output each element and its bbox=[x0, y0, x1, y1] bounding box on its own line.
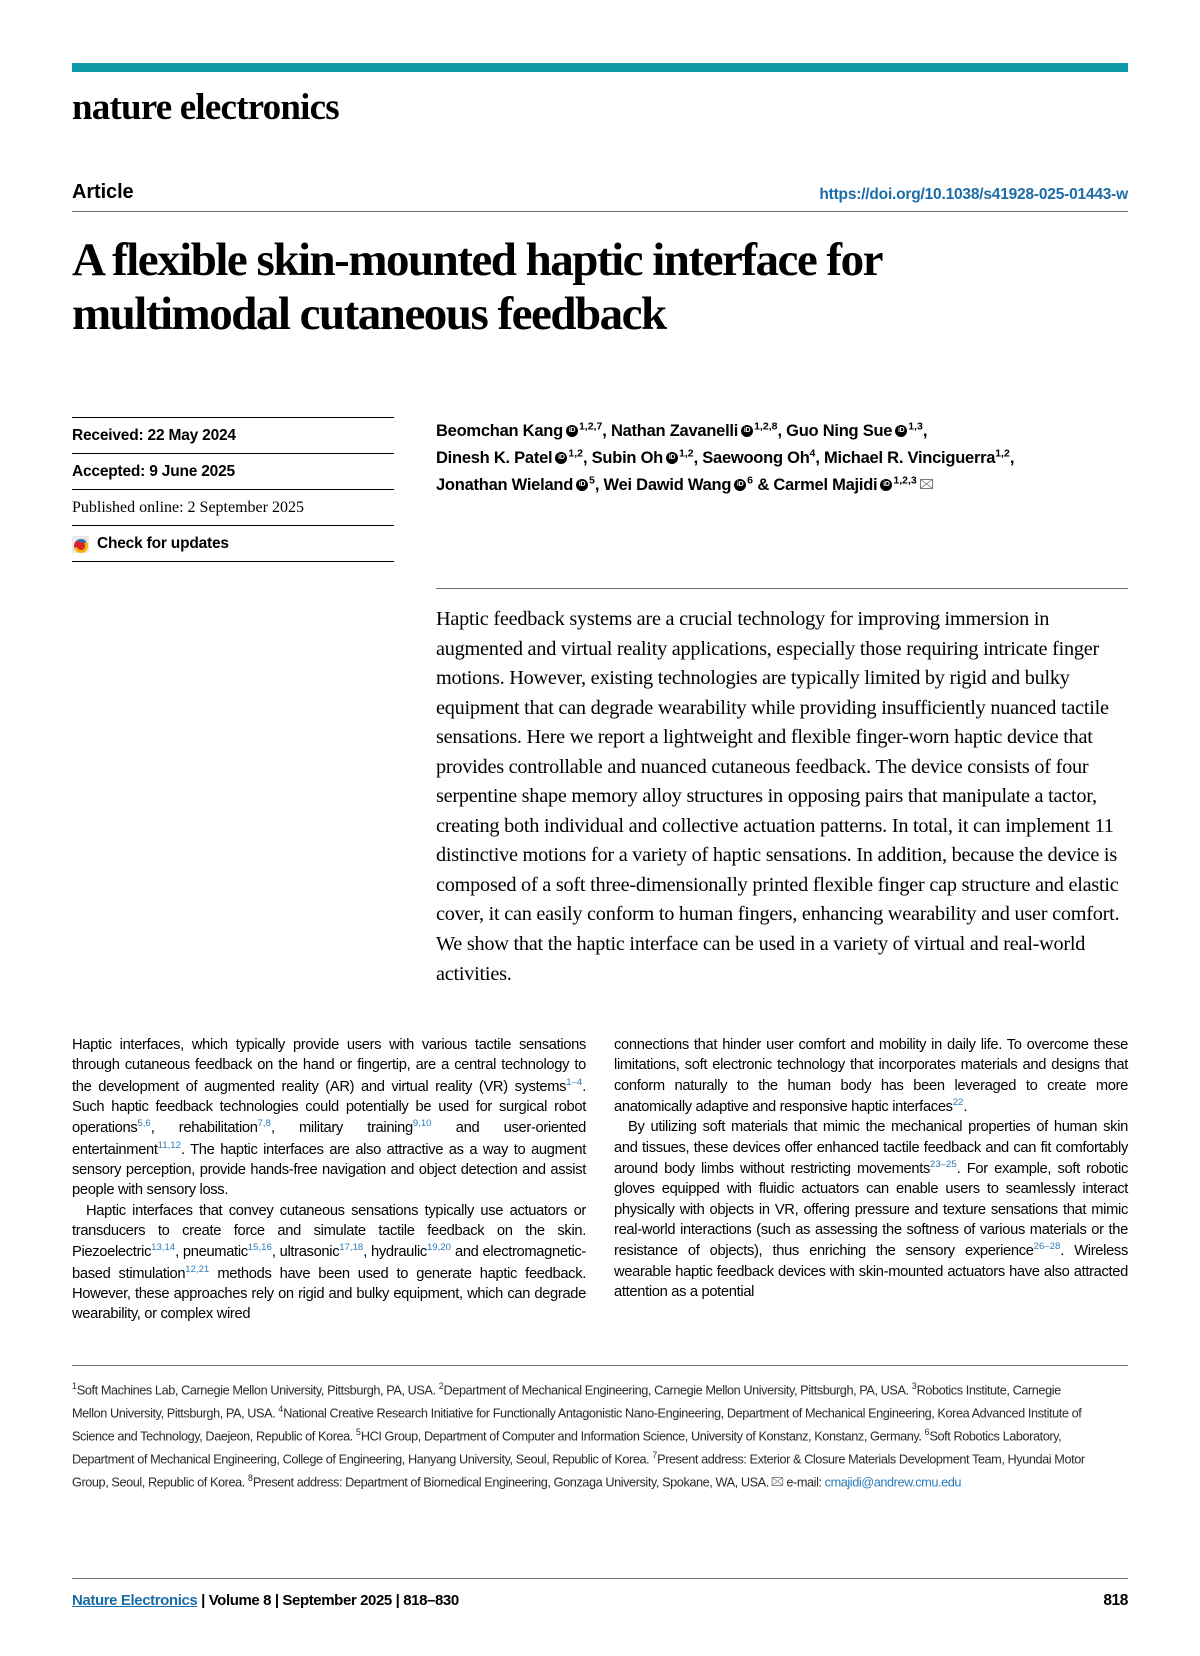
affiliation-marker: 2 bbox=[438, 1380, 444, 1391]
text-run: and electromagnetic-based stimulation bbox=[72, 1244, 586, 1282]
check-for-updates[interactable] bbox=[72, 525, 394, 562]
affiliations-section bbox=[72, 1365, 1128, 1494]
author-list bbox=[436, 417, 1128, 562]
text-run: Haptic interfaces that convey cutaneous sensations typically use actuators or transducers to create force and simulate tactile feedback on the skin. Piezoelectric bbox=[72, 1202, 586, 1261]
text-run: . For example, soft robotic gloves equipped with fluidic actuators can enable users to seamlessly interact physically with objects in VR, offering pressure and texture sensations that mimic real-world interactions (such as assessing the softness of various materials or the resistance of objects), thus enriching the sensory experience bbox=[614, 1161, 1128, 1260]
accepted-date: Accepted: 9 June 2025 bbox=[72, 453, 394, 489]
affiliation-marker: 1 bbox=[72, 1380, 77, 1391]
author-name: , Michael R. Vinciguerra bbox=[815, 448, 996, 467]
footer-citation-text: | Volume 8 | September 2025 | 818–830 bbox=[197, 1592, 459, 1609]
check-for-updates-label: Check for updates bbox=[97, 535, 229, 553]
orcid-icon[interactable] bbox=[566, 425, 578, 437]
body-columns bbox=[72, 1035, 1128, 1324]
affiliation-marker: 5 bbox=[355, 1426, 361, 1437]
text-run: Department of Mechanical Engineering, Carnegie Mellon University, Pittsburgh, PA, USA. bbox=[443, 1381, 912, 1397]
citation-ref[interactable]: 17,18 bbox=[339, 1242, 364, 1254]
orcid-icon[interactable] bbox=[555, 452, 567, 464]
text-run: , hydraulic bbox=[363, 1244, 427, 1261]
text-run: . The haptic interfaces are also attractive as a way to augment sensory perception, provide hands-free navigation and object detection and assist people with sensory loss. bbox=[72, 1141, 586, 1199]
affiliation-marker: 5 bbox=[589, 474, 595, 487]
publication-dates-panel bbox=[72, 417, 394, 562]
author-name: , Wei Dawid Wang bbox=[594, 475, 732, 494]
author-line-2: Dinesh K. Patel iD $^{1,2}$, Subin Oh iD $^{1,2}$, Saewoong Oh$^4$, Michael R. Vinciguerra$^{1,2}$, bbox=[436, 445, 1128, 472]
citation-ref[interactable]: 15,16 bbox=[247, 1242, 272, 1254]
author-line-1: Beomchan Kang iD $^{1,2,7}$, Nathan Zavanelli iD $^{1,2,8}$, Guo Ning Sue iD $^{1,3}$, bbox=[436, 418, 1128, 445]
text-run: . bbox=[963, 1099, 968, 1116]
abstract-section bbox=[436, 588, 1128, 989]
text-run: Soft Machines Lab, Carnegie Mellon University, Pittsburgh, PA, USA. bbox=[76, 1381, 439, 1397]
text-run: , pneumatic bbox=[175, 1244, 248, 1261]
citation-ref[interactable]: 26–28 bbox=[1033, 1241, 1061, 1253]
affiliation-marker: 1,2,3 bbox=[893, 474, 917, 487]
email-envelope-icon bbox=[772, 1477, 784, 1486]
affiliation-marker: 1,2 bbox=[678, 447, 694, 460]
author-line-3 bbox=[436, 472, 1128, 499]
page-title: A flexible skin-mounted haptic interface for multimodal cutaneous feedback bbox=[72, 234, 882, 340]
author-name: Jonathan Wieland bbox=[436, 475, 574, 494]
affiliation-marker: 1,2 bbox=[995, 447, 1010, 460]
affiliations-text bbox=[72, 1379, 1091, 1494]
citation-ref[interactable]: 13,14 bbox=[151, 1242, 176, 1254]
citation-ref[interactable]: 19,20 bbox=[426, 1242, 451, 1254]
citation-ref[interactable]: 1–4 bbox=[566, 1076, 583, 1088]
journal-masthead: nature electronics bbox=[72, 87, 339, 128]
orcid-icon[interactable] bbox=[576, 479, 588, 491]
orcid-icon[interactable] bbox=[880, 479, 892, 491]
orcid-icon[interactable] bbox=[741, 425, 753, 437]
corresponding-author-envelope-icon[interactable] bbox=[920, 479, 933, 489]
text-run: Present address: Department of Biomedical Engineering, Gonzaga University, Spokane, WA, USA. bbox=[252, 1474, 772, 1490]
text-run: National Creative Research Initiative for Functionally Antagonistic Nano-Engineering, Department of Mechanical Engineering, Korea Advanced Institute of Science and Technology, Daejeon, Republic of Korea. bbox=[72, 1405, 1082, 1444]
article-header-row bbox=[72, 181, 1128, 212]
author-name: Beomchan Kang bbox=[436, 422, 563, 441]
text-run: connections that hinder user comfort and mobility in daily life. To overcome these limitations, soft electronic technology that incorporates materials and designs that conform naturally to the human body has been leveraged to create more anatomically adaptive and responsive haptic interfaces bbox=[614, 1037, 1128, 1116]
affiliation-marker: 1,3 bbox=[908, 420, 923, 433]
brand-accent-bar bbox=[72, 63, 1128, 72]
corresponding-email-link[interactable]: cmajidi@andrew.cmu.edu bbox=[824, 1474, 962, 1490]
text-run: , ultrasonic bbox=[271, 1244, 340, 1261]
orcid-icon[interactable] bbox=[666, 452, 678, 464]
author-name: , Nathan Zavanelli bbox=[602, 422, 739, 441]
text-run: and user-oriented entertainment bbox=[72, 1120, 587, 1158]
citation-ref[interactable]: 11,12 bbox=[157, 1139, 181, 1151]
published-online-date: Published online: 2 September 2025 bbox=[72, 489, 394, 525]
affiliation-marker: 4 bbox=[278, 1403, 284, 1414]
text-run: Soft Robotics Laboratory, Department of Mechanical Engineering, College of Engineering, Hanyang University, Seoul, Republic of Korea. bbox=[72, 1428, 1062, 1467]
paragraph bbox=[614, 1035, 1128, 1117]
footer-citation bbox=[72, 1592, 459, 1609]
orcid-icon[interactable] bbox=[734, 479, 746, 491]
text-run: Robotics Institute, Carnegie Mellon University, Pittsburgh, PA, USA. bbox=[72, 1381, 1061, 1421]
page-number: 818 bbox=[1103, 1592, 1128, 1609]
paragraph bbox=[72, 1201, 586, 1325]
text-run: , rehabilitation bbox=[150, 1120, 258, 1137]
affiliation-marker: 1,2,7 bbox=[578, 420, 603, 433]
affiliation-marker: 3 bbox=[911, 1380, 917, 1391]
text-run: methods have been used to generate haptic feedback. However, these approaches rely on rigid and bulky equipment, which can degrade wearability, or complex wired bbox=[72, 1265, 586, 1323]
abstract-text: Haptic feedback systems are a crucial technology for improving immersion in augmented and virtual reality applications, especially those requiring intricate finger motions. However, existing technologies are typically limited by rigid and bulky equipment that can degrade wearability while providing insufficiently nuanced tactile sensations. Here we report a lightweight and flexible finger-worn haptic device that provides controllable and nuanced cutaneous feedback. The device consists of four serpentine shape memory alloy structures in opposing pairs that manipulate a tactor, creating both individual and collective actuation patterns. In total, it can implement 11 distinctive motions for a variety of haptic sensations. In addition, because the device is composed of a soft three-dimensionally printed flexible finger cap structure and elastic cover, it can easily conform to human fingers, enhancing wearability and user comfort. We show that the haptic interface can be used in a variety of virtual and real-world activities. bbox=[436, 588, 1128, 989]
body-column-left bbox=[72, 1035, 586, 1324]
text-run: . Wireless wearable haptic feedback devices with skin-mounted actuators have also attracted attention as a potential bbox=[614, 1243, 1128, 1301]
email-label: e-mail: bbox=[786, 1474, 825, 1490]
text-run: By utilizing soft materials that mimic the mechanical properties of human skin and tissues, these devices offer enhanced tactile feedback and can fit comfortably around body limbs without restricting movements bbox=[614, 1119, 1128, 1177]
citation-ref[interactable]: 23–25 bbox=[930, 1159, 957, 1171]
doi-link[interactable]: https://doi.org/10.1038/s41928-025-01443-w bbox=[819, 186, 1128, 203]
journal-name-link[interactable]: Nature Electronics bbox=[72, 1592, 198, 1609]
citation-ref[interactable]: 5,6 bbox=[137, 1118, 151, 1130]
citation-ref[interactable]: 22 bbox=[952, 1097, 964, 1109]
author-name: , Subin Oh bbox=[582, 448, 663, 467]
affiliation-marker: 8 bbox=[247, 1472, 253, 1483]
orcid-icon[interactable] bbox=[895, 425, 907, 437]
citation-ref[interactable]: 9,10 bbox=[412, 1118, 432, 1130]
affiliation-marker: 4 bbox=[809, 447, 816, 460]
author-name: , Saewoong Oh bbox=[693, 448, 810, 467]
text-run: Present address: Exterior & Closure Materials Development Team, Hyundai Motor Group, Seoul, Republic of Korea. bbox=[72, 1451, 1085, 1490]
article-page bbox=[0, 63, 1200, 1656]
text-run: . Such haptic feedback technologies could potentially be used for surgical robot operations bbox=[72, 1078, 586, 1137]
author-name: Dinesh K. Patel bbox=[436, 448, 553, 467]
text-run: HCI Group, Department of Computer and Information Science, University of Konstanz, Konstanz, Germany. bbox=[360, 1428, 925, 1444]
author-name: , Guo Ning Sue bbox=[777, 422, 893, 441]
meta-and-authors-row bbox=[72, 417, 1128, 562]
text-run: , military training bbox=[270, 1120, 413, 1137]
affiliation-marker: 6 bbox=[924, 1426, 930, 1437]
body-column-right bbox=[614, 1035, 1128, 1324]
paragraph bbox=[614, 1117, 1128, 1302]
affiliation-marker: 7 bbox=[652, 1449, 658, 1460]
crossmark-icon bbox=[72, 536, 89, 553]
affiliation-marker: 1,2,8 bbox=[754, 420, 778, 433]
received-date: Received: 22 May 2024 bbox=[72, 417, 394, 453]
paragraph bbox=[72, 1035, 586, 1201]
citation-ref[interactable]: 12,21 bbox=[185, 1263, 210, 1275]
text-run: Haptic interfaces, which typically provide users with various tactile sensations through cutaneous feedback on the hand or fingertip, are a central technology to the development of augmented reality (AR) and virtual reality (VR) systems bbox=[72, 1037, 586, 1095]
affiliation-marker: 1,2 bbox=[568, 447, 583, 460]
author-name: & Carmel Majidi bbox=[757, 475, 878, 494]
affiliation-marker: 6 bbox=[747, 474, 753, 487]
page-footer bbox=[72, 1578, 1128, 1610]
article-type-label: Article bbox=[72, 181, 134, 203]
citation-ref[interactable]: 7,8 bbox=[257, 1118, 271, 1130]
